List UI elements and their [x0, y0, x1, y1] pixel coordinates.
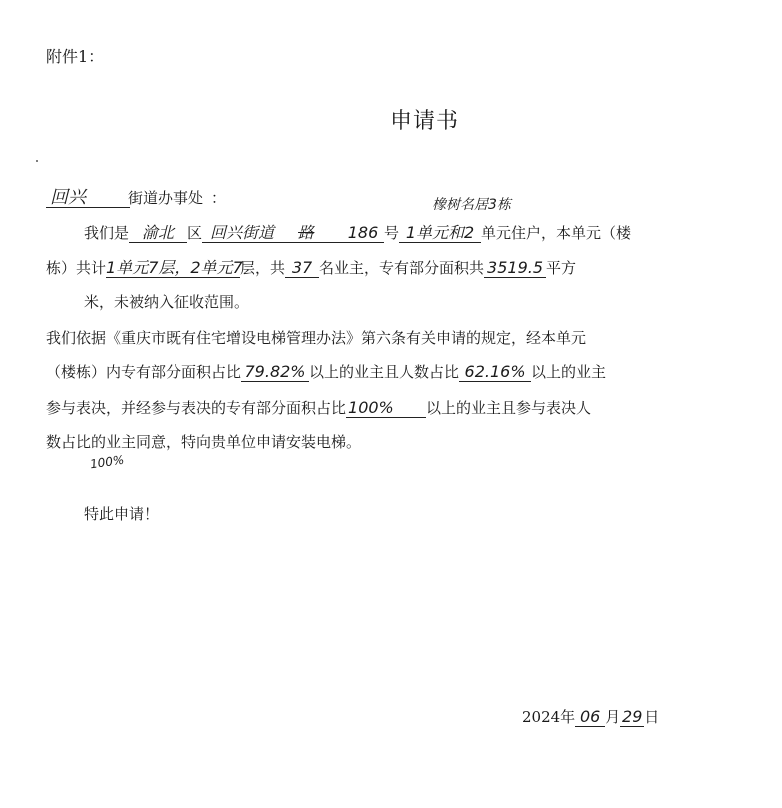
vote-people-ratio-handwritten: 100% [89, 452, 126, 472]
para2-line1: 我们依据《重庆市既有住宅增设电梯管理办法》第六条有关申请的规定，经本单元 [46, 329, 587, 347]
office-label: 街道办事处 [128, 189, 204, 207]
para2-line3 [46, 396, 591, 420]
para2-line2 [46, 360, 606, 384]
floors-field [106, 258, 243, 278]
para2-line2-prefix: （楼栋）内专有部分面积占比 [46, 363, 242, 381]
para2-line3-prefix: 参与表决，并经参与表决的专有部分面积占比 [46, 399, 347, 417]
date-month-field [575, 708, 605, 727]
date-month-label: 月 [605, 708, 621, 726]
street-field [46, 189, 130, 208]
area-ratio-field [241, 363, 309, 382]
road-field [202, 224, 342, 243]
para1-prefix: 我们是 [84, 224, 130, 242]
number-suffix: 号 [384, 224, 400, 242]
addressee-colon: ： [211, 189, 227, 207]
number-handwritten: 186 [347, 223, 379, 242]
date-day-field [620, 708, 644, 727]
para2-line2-suffix: 以上的业主 [531, 363, 607, 381]
area-handwritten: 3519.5 [487, 258, 544, 277]
para1-line3: 米，未被纳入征收范围。 [84, 293, 250, 311]
floors-suffix: 层，共 [240, 259, 286, 277]
closing-text: 特此申请！ [84, 505, 160, 523]
date-day-label: 日 [644, 708, 660, 726]
unit-field [399, 224, 481, 243]
owners-suffix: 名业主，专有部分面积共 [319, 259, 485, 277]
number-field [342, 224, 384, 243]
scan-speck [36, 160, 38, 162]
date-line [522, 706, 659, 728]
date-year: 2024年 [522, 708, 576, 726]
people-ratio-field [459, 363, 531, 382]
para2-line3-suffix: 以上的业主且参与表决人 [426, 399, 592, 417]
area-suffix: 平方 [546, 259, 577, 277]
attachment-label: 附件1： [46, 47, 105, 66]
road-handwritten: 回兴街道 [210, 223, 275, 242]
vote-area-ratio-field [346, 399, 426, 418]
para2-line2-mid: 以上的业主且人数占比 [309, 363, 460, 381]
district-handwritten: 渝北 [142, 223, 175, 242]
unit-handwritten: 1单元和2 [405, 223, 475, 242]
owners-handwritten: 37 [291, 258, 313, 277]
para1-line2 [46, 256, 576, 280]
floors-handwritten: 1单元7层，2单元7 [106, 258, 243, 277]
district-suffix: 区 [187, 224, 203, 242]
people-ratio-handwritten: 62.16% [464, 362, 526, 381]
para1-line2-prefix: 栋）共计 [46, 259, 107, 277]
page-title: 申请书 [390, 109, 460, 134]
insertion-note: 橡树名居3栋 [432, 197, 511, 213]
area-field [484, 259, 546, 278]
date-day-handwritten: 29 [622, 707, 643, 726]
para2-line4: 数占比的业主同意，特向贵单位申请安装电梯。 [46, 433, 362, 451]
district-field [129, 224, 187, 243]
vote-area-ratio-handwritten: 100% [348, 398, 394, 417]
street-handwritten: 回兴 [50, 187, 86, 208]
road-mark: 路 [298, 223, 315, 242]
area-ratio-handwritten: 79.82% [244, 362, 306, 381]
addressee-line [46, 186, 226, 210]
para1-line1 [84, 221, 631, 245]
unit-suffix: 单元住户，本单元（楼 [481, 224, 632, 242]
date-month-handwritten: 06 [580, 707, 601, 726]
owners-field [285, 259, 319, 278]
